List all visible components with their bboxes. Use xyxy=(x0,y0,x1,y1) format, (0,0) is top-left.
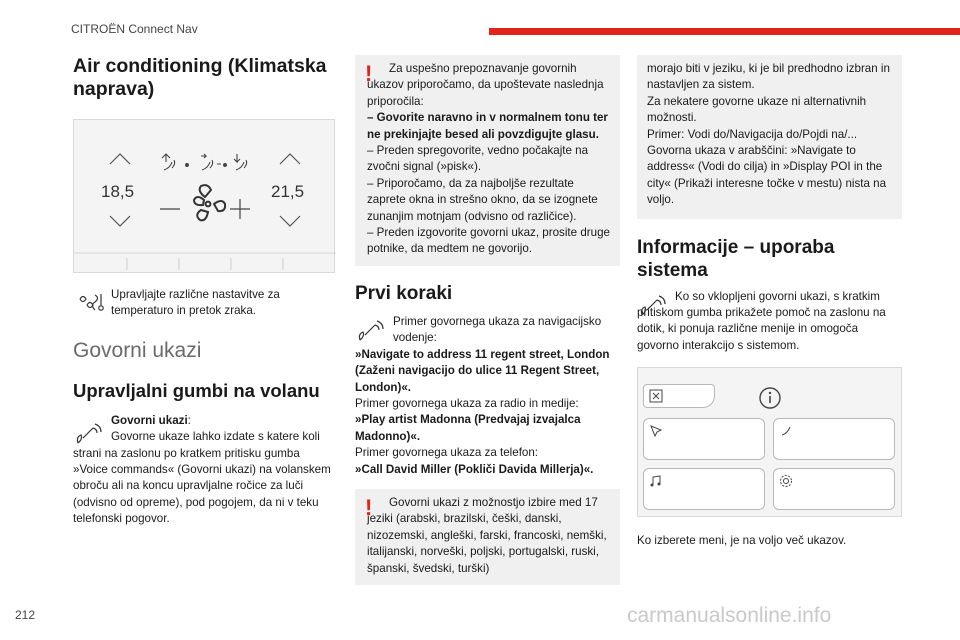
note1-bullet-2: – Preden spregovorite, vedno počakajte na zvočni signal (»pisk«). xyxy=(367,144,589,174)
recommendation-note xyxy=(355,55,620,266)
navigation-icon xyxy=(649,424,663,438)
voice-command-icon xyxy=(639,293,669,319)
info-icon xyxy=(758,386,782,410)
voice-menu-media-button xyxy=(643,468,765,510)
voice-label: Govorni ukazi xyxy=(111,413,188,427)
volan-heading: Upravljalni gumbi na volanu xyxy=(73,379,320,401)
voice-label-line xyxy=(73,413,335,429)
voice-menu-screen-image xyxy=(637,367,902,517)
language-note-text: Govorni ukazi z možnostjo izbire med 17 jeziki (arabski, brazilski, češki, danski, nizozemski, angleški, farski, francoski, nemški, italijanski, norveški, poljski, portugalski, ruski, španski, švedski, turški) xyxy=(367,495,607,575)
prvi-koraki-heading: Prvi koraki xyxy=(355,282,453,304)
nav-example-intro: Primer govornega ukaza za navigacijsko vodenje: xyxy=(393,314,602,345)
warning-icon: ! xyxy=(365,494,373,520)
voice-description: Govorne ukaze lahko izdate s katere koli strani na zaslonu po kratkem pritisku gumba »Voice commands« (Govorni ukazi) na volanskem obroču ali na koncu upravljalne ročice za luči (odvisno od opreme), pod pogojem, da ni v teku telefonski pogovor. xyxy=(73,430,331,526)
phone-icon xyxy=(779,424,793,438)
info-description: Ko so vklopljeni govorni ukazi, s kratkim pritiskom gumba prikažete pomoč na zaslonu na dotik, ki ponuja različne menije in omogoča govorno interakcijo s sistemom. xyxy=(637,289,886,352)
temp-left-down-icon xyxy=(110,216,130,226)
voice-menu-settings-button xyxy=(773,468,895,510)
fan-icon xyxy=(194,185,225,220)
voice-close-icon xyxy=(649,389,663,403)
column-1 xyxy=(73,55,335,528)
temp-left-up-icon xyxy=(110,154,130,164)
climate-control-image xyxy=(73,119,335,273)
temp-right-value: 21,5 xyxy=(271,182,305,201)
voice-command-icon xyxy=(75,421,105,447)
header-accent-bar xyxy=(489,28,960,35)
phone-example-command: »Call David Miller (Pokliči Davida Millerja)«. xyxy=(355,462,594,476)
music-icon xyxy=(649,474,663,488)
menu-description: Ko izberete meni, je na voljo več ukazov. xyxy=(637,534,847,548)
voice-menu-phone-button xyxy=(773,418,895,460)
settings-icon xyxy=(779,474,793,488)
radio-example-command: »Play artist Madonna (Predvajaj izvajalca Madonno)«. xyxy=(355,413,581,443)
running-header: CITROËN Connect Nav xyxy=(71,22,198,36)
warning-icon: ! xyxy=(365,61,373,86)
climate-icon xyxy=(77,291,105,313)
note1-bullet-1: – Govorite naravno in v normalnem tonu ter ne prekinjajte besed ali povzdigujte glasu. xyxy=(367,111,608,141)
ac-description: Upravljajte različne nastavitve za temperaturo in pretok zraka. xyxy=(111,288,280,318)
column-3 xyxy=(637,55,902,550)
column-2 xyxy=(355,55,620,585)
temp-right-up-icon xyxy=(280,154,300,164)
temp-left-value: 18,5 xyxy=(101,182,135,201)
note1-bullet-4: – Preden izgovorite govorni ukaz, prosite druge potnike, da medtem ne govorijo. xyxy=(367,226,610,256)
note1-bullet-3: – Priporočamo, da za najboljše rezultate zaprete okna in strešno okno, da se izognete zunanjim motnjam (odvisno od različice). xyxy=(367,176,598,223)
watermark: carmanualsonline.info xyxy=(627,604,832,627)
temp-right-down-icon xyxy=(280,216,300,226)
voice-close-button xyxy=(643,384,715,408)
voice-menu-navigation-button xyxy=(643,418,765,460)
page-number: 212 xyxy=(15,608,36,622)
note1-intro: Za uspešno prepoznavanje govornih ukazov priporočamo, da upoštevate naslednja priporočila: xyxy=(367,62,604,108)
airflow-mode-icons xyxy=(162,154,247,170)
language-note-continued-text: morajo biti v jeziku, ki je bil predhodno izbran in nastavljen za sistem. Za nekatere govorne ukaze ni alternativnih možnosti. Primer: Vodi do/Navigacija do/Pojdi na/... Govorna ukaza v arabščini: »Navigate to address« (Vodi do cilja) in »Display POI in the city« (Prikaži interesne točke v mestu) nista na voljo. xyxy=(647,62,890,207)
radio-example-intro: Primer govornega ukaza za radio in medije: xyxy=(355,396,579,410)
language-note-continued xyxy=(637,55,902,219)
language-note xyxy=(355,489,620,585)
info-heading: Informacije – uporaba sistema xyxy=(637,236,835,281)
phone-example-intro: Primer govornega ukaza za telefon: xyxy=(355,446,539,460)
govorni-ukazi-heading: Govorni ukazi xyxy=(73,338,202,362)
ac-title: Air conditioning (Klimatska naprava) xyxy=(73,55,327,100)
voice-label-colon: : xyxy=(187,413,191,427)
nav-example-command: »Navigate to address 11 regent street, London (Zaženi navigacijo do ulice 11 Regent Street, London)«. xyxy=(355,347,610,394)
voice-command-icon xyxy=(357,318,387,344)
